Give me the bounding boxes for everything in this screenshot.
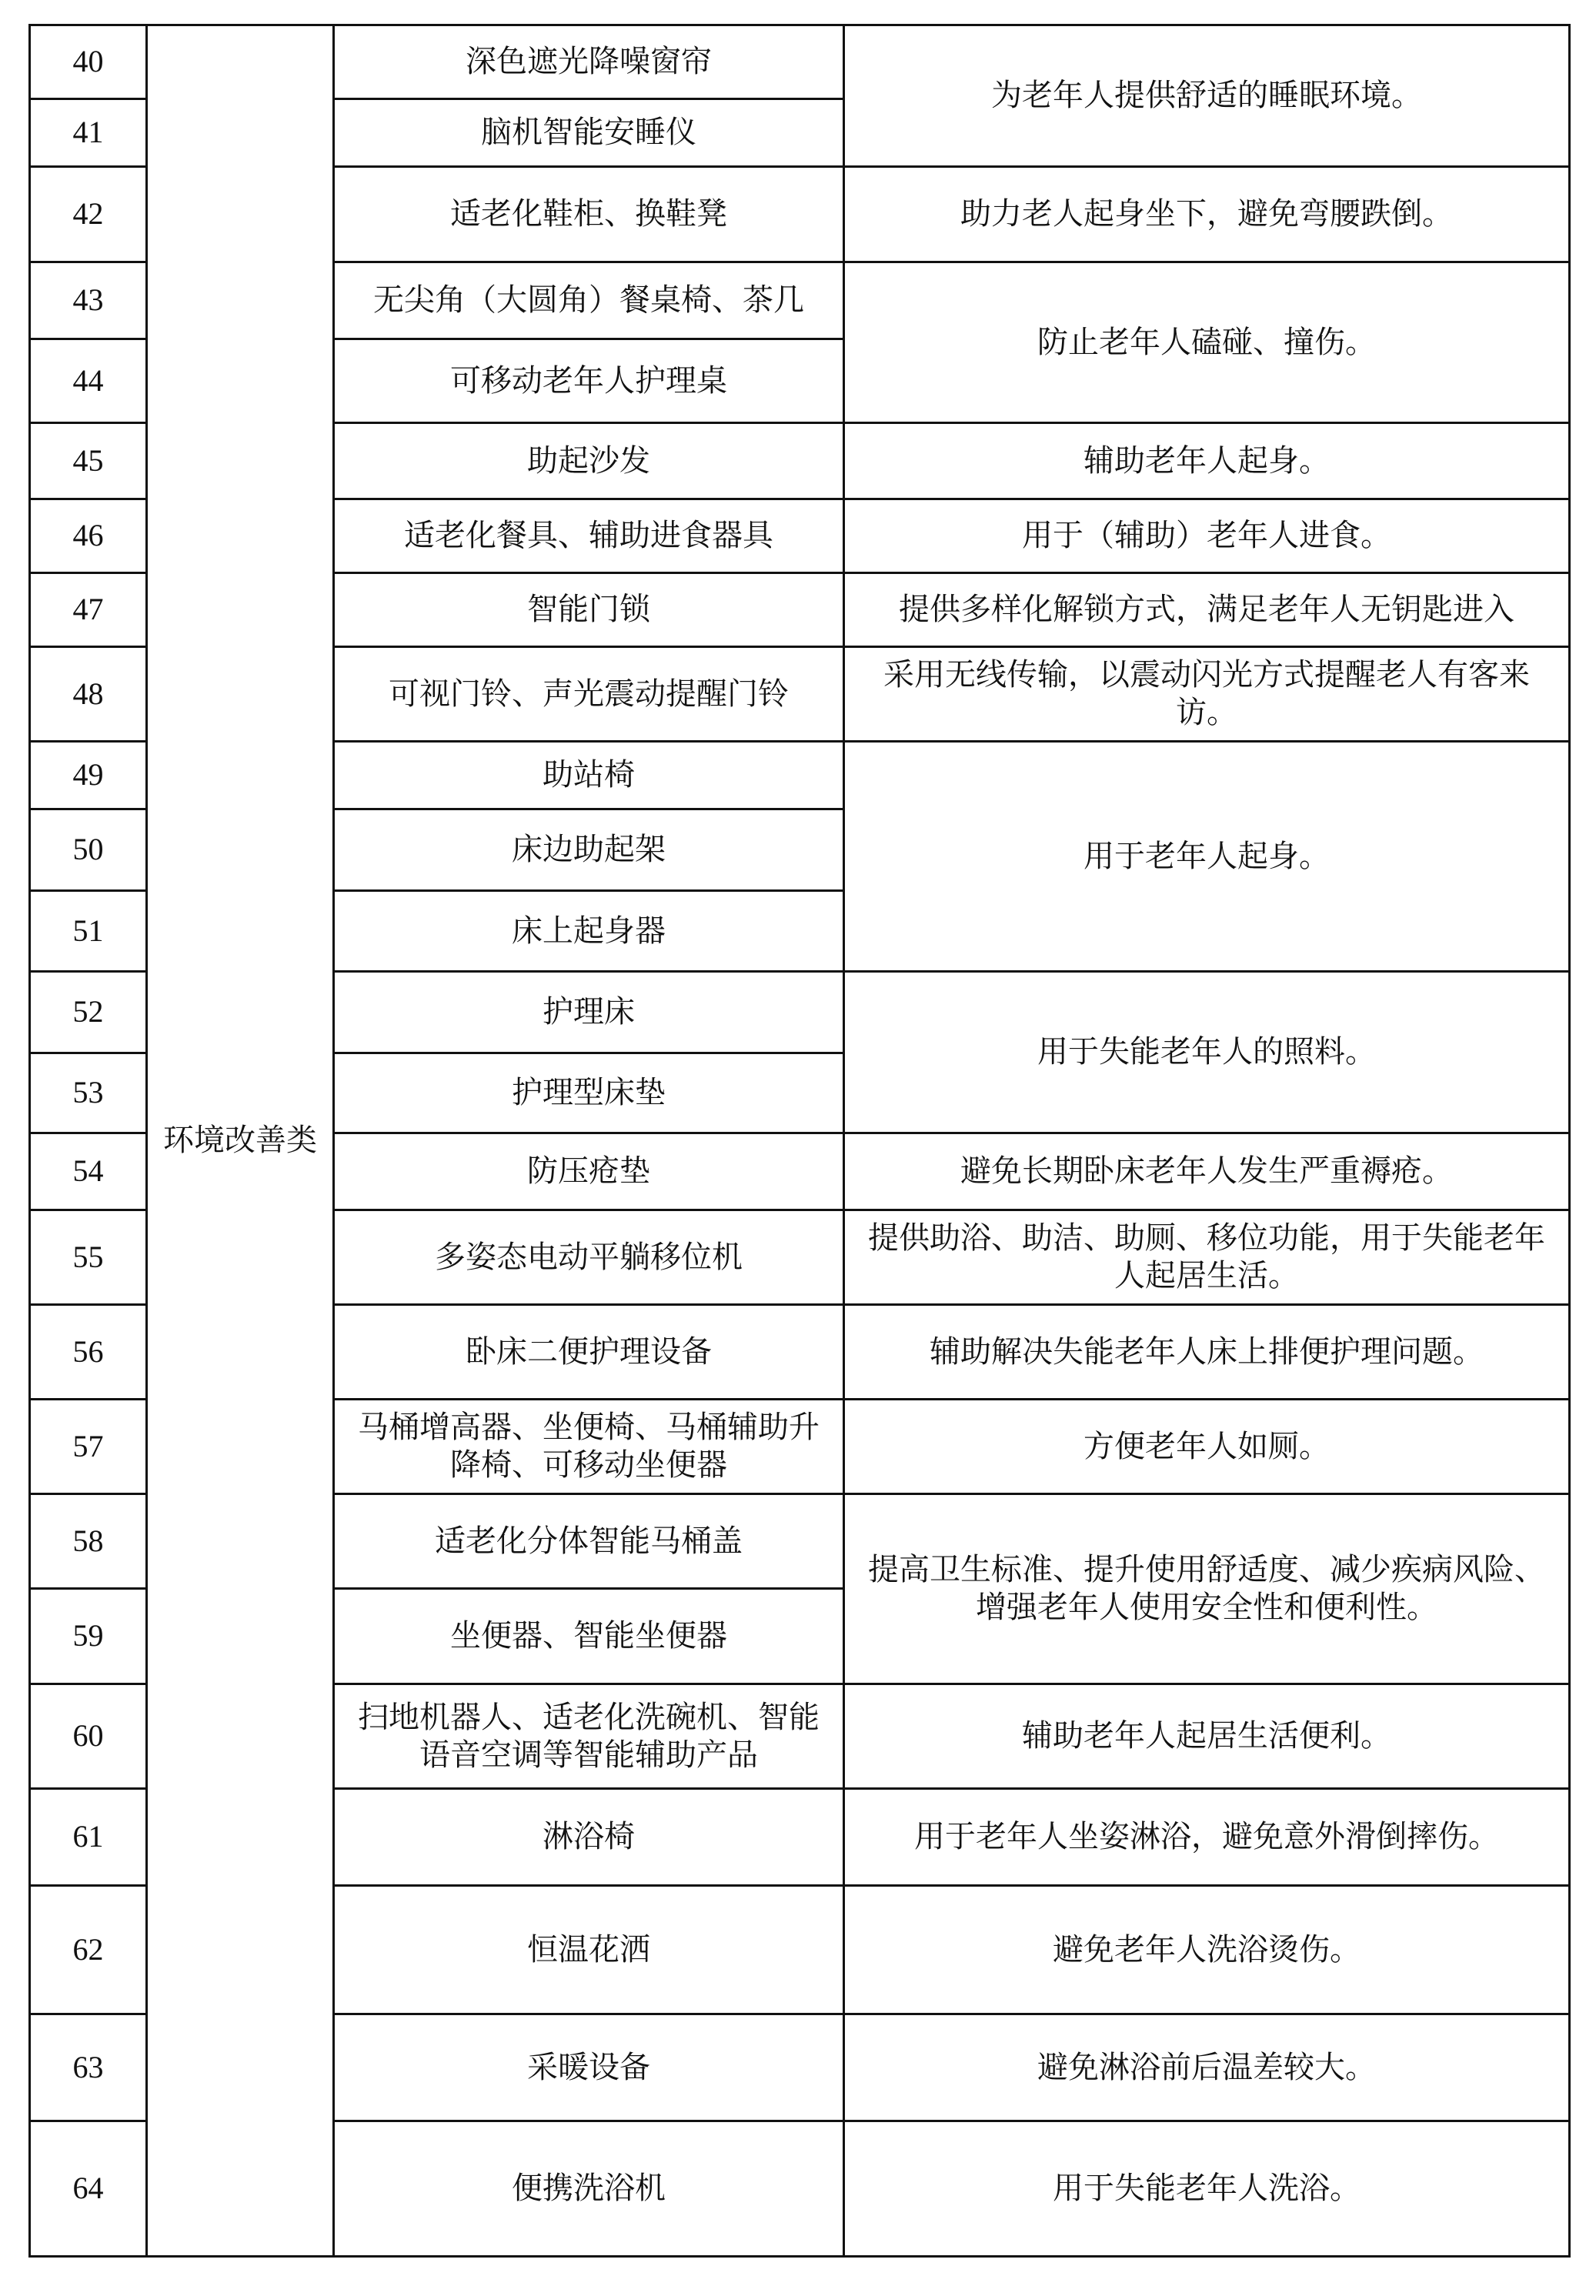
table-row <box>30 25 1570 99</box>
product-description: 辅助解决失能老年人床上排便护理问题。 <box>844 1305 1570 1400</box>
product-description: 采用无线传输，以震动闪光方式提醒老人有客来访。 <box>844 647 1570 742</box>
row-number: 45 <box>30 423 147 499</box>
product-description: 避免长期卧床老年人发生严重褥疮。 <box>844 1133 1570 1210</box>
product-description: 提高卫生标准、提升使用舒适度、减少疾病风险、增强老年人使用安全性和便利性。 <box>844 1494 1570 1684</box>
product-name: 恒温花洒 <box>334 1886 844 2014</box>
product-name: 可视门铃、声光震动提醒门铃 <box>334 647 844 742</box>
product-name: 床边助起架 <box>334 809 844 891</box>
product-name: 适老化餐具、辅助进食器具 <box>334 499 844 573</box>
product-name: 坐便器、智能坐便器 <box>334 1589 844 1684</box>
row-number: 40 <box>30 25 147 99</box>
row-number: 43 <box>30 262 147 339</box>
product-description: 避免老年人洗浴烫伤。 <box>844 1886 1570 2014</box>
row-number: 54 <box>30 1133 147 1210</box>
row-number: 62 <box>30 1886 147 2014</box>
product-name: 便携洗浴机 <box>334 2121 844 2257</box>
product-description: 用于失能老年人洗浴。 <box>844 2121 1570 2257</box>
product-name: 卧床二便护理设备 <box>334 1305 844 1400</box>
product-name: 助起沙发 <box>334 423 844 499</box>
row-number: 50 <box>30 809 147 891</box>
row-number: 56 <box>30 1305 147 1400</box>
product-name: 可移动老年人护理桌 <box>334 339 844 423</box>
product-description: 为老年人提供舒适的睡眠环境。 <box>844 25 1570 167</box>
product-name: 智能门锁 <box>334 573 844 647</box>
product-name: 脑机智能安睡仪 <box>334 99 844 167</box>
product-description: 助力老人起身坐下，避免弯腰跌倒。 <box>844 167 1570 262</box>
product-name: 多姿态电动平躺移位机 <box>334 1210 844 1305</box>
category-cell: 环境改善类 <box>147 25 334 2257</box>
product-name: 床上起身器 <box>334 891 844 972</box>
row-number: 49 <box>30 742 147 809</box>
product-description: 方便老年人如厕。 <box>844 1400 1570 1494</box>
product-name: 防压疮垫 <box>334 1133 844 1210</box>
product-name: 马桶增高器、坐便椅、马桶辅助升降椅、可移动坐便器 <box>334 1400 844 1494</box>
product-description: 辅助老年人起居生活便利。 <box>844 1684 1570 1789</box>
product-description: 用于老年人坐姿淋浴，避免意外滑倒摔伤。 <box>844 1789 1570 1886</box>
row-number: 53 <box>30 1053 147 1133</box>
row-number: 48 <box>30 647 147 742</box>
product-description: 用于（辅助）老年人进食。 <box>844 499 1570 573</box>
product-name: 扫地机器人、适老化洗碗机、智能语音空调等智能辅助产品 <box>334 1684 844 1789</box>
product-name: 淋浴椅 <box>334 1789 844 1886</box>
product-name: 助站椅 <box>334 742 844 809</box>
product-description: 用于老年人起身。 <box>844 742 1570 972</box>
product-description: 避免淋浴前后温差较大。 <box>844 2014 1570 2121</box>
product-description: 提供多样化解锁方式，满足老年人无钥匙进入 <box>844 573 1570 647</box>
product-name: 护理型床垫 <box>334 1053 844 1133</box>
row-number: 58 <box>30 1494 147 1589</box>
product-description: 提供助浴、助洁、助厕、移位功能，用于失能老年人起居生活。 <box>844 1210 1570 1305</box>
product-name: 适老化鞋柜、换鞋凳 <box>334 167 844 262</box>
product-name: 无尖角（大圆角）餐桌椅、茶几 <box>334 262 844 339</box>
row-number: 64 <box>30 2121 147 2257</box>
product-name: 护理床 <box>334 972 844 1053</box>
row-number: 63 <box>30 2014 147 2121</box>
row-number: 51 <box>30 891 147 972</box>
row-number: 61 <box>30 1789 147 1886</box>
row-number: 46 <box>30 499 147 573</box>
row-number: 60 <box>30 1684 147 1789</box>
row-number: 52 <box>30 972 147 1053</box>
product-name: 采暖设备 <box>334 2014 844 2121</box>
product-description: 用于失能老年人的照料。 <box>844 972 1570 1133</box>
row-number: 59 <box>30 1589 147 1684</box>
product-name: 深色遮光降噪窗帘 <box>334 25 844 99</box>
row-number: 44 <box>30 339 147 423</box>
product-description: 防止老年人磕碰、撞伤。 <box>844 262 1570 423</box>
row-number: 57 <box>30 1400 147 1494</box>
row-number: 47 <box>30 573 147 647</box>
product-name: 适老化分体智能马桶盖 <box>334 1494 844 1589</box>
row-number: 55 <box>30 1210 147 1305</box>
row-number: 42 <box>30 167 147 262</box>
row-number: 41 <box>30 99 147 167</box>
product-table <box>28 24 1571 2258</box>
product-description: 辅助老年人起身。 <box>844 423 1570 499</box>
